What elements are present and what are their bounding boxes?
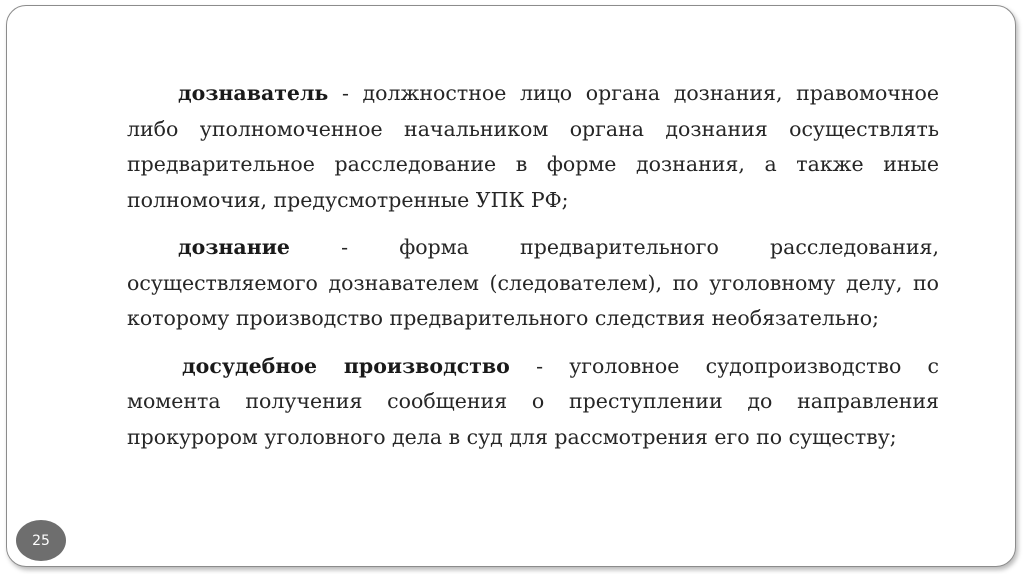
slide-number-badge: 25 <box>16 520 66 561</box>
definition-text: - форма предварительного расследования, осуществляемого дознавателем (следователем), по уголовному делу, по которому производство предварительного следствия необязательно; <box>127 235 939 330</box>
definition-term: дознание <box>178 235 290 259</box>
definition-paragraph <box>127 349 939 456</box>
definition-paragraph <box>127 230 939 337</box>
definitions-list <box>127 76 939 455</box>
definition-term: досудебное производство <box>182 353 510 378</box>
definition-term: дознаватель <box>178 81 329 105</box>
definition-paragraph <box>127 76 939 218</box>
definition-text: - уголовное судопроизводство с момента получения сообщения о преступлении до направления прокурором уголовного дела в суд для рассмотрения его по существу; <box>127 353 939 449</box>
definition-text: - должностное лицо органа дознания, правомочное либо уполномоченное начальником органа дознания осуществлять предварительное расследование в форме дознания, а также иные полномочия, предусмотренные УПК РФ; <box>127 81 939 212</box>
